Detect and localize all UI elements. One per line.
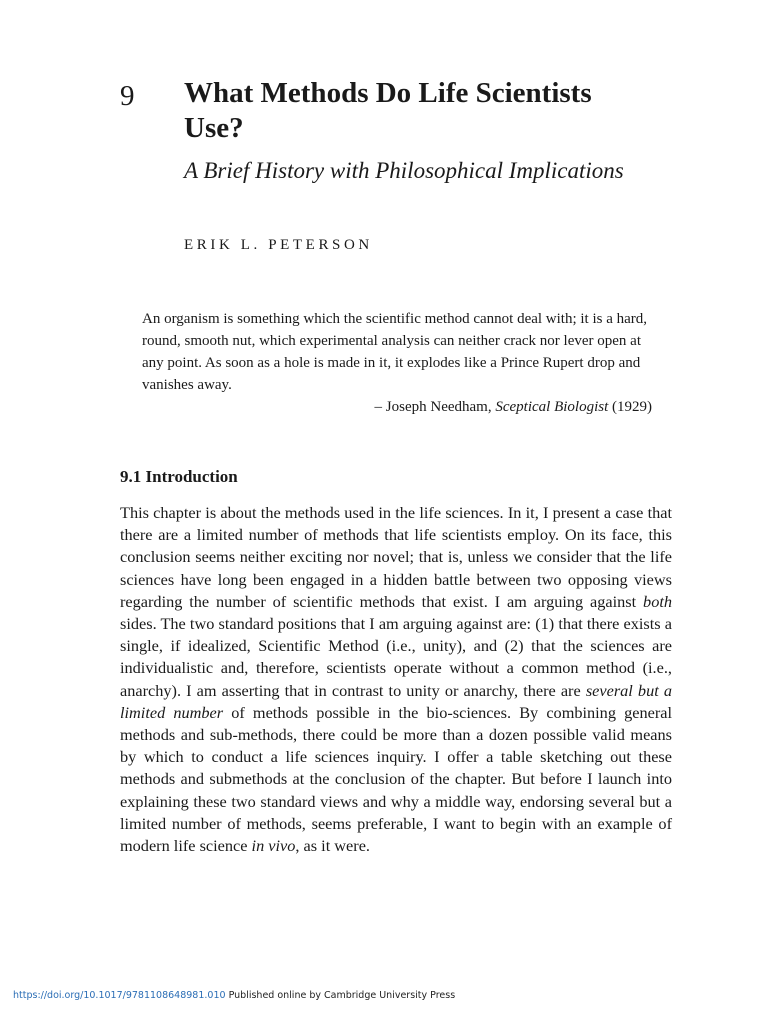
epigraph-attribution-prefix: – Joseph Needham,: [374, 399, 496, 415]
section-heading: 9.1 Introduction: [120, 467, 238, 486]
body-paragraph: [120, 502, 672, 857]
paragraph-text-3: of methods possible in the bio-sciences. By combining general methods and sub-methods, there could be more than a dozen possible valid means by which to conduct a life sciences inquiry. I offer a table sketching out these methods and submethods at the conclusion of the chapter. But before I launch into explaining these two standard views and why a middle way, endorsing several but a limited number of methods, seems preferable, I want to begin with an example of modern life science: [120, 702, 673, 856]
chapter-subtitle: A Brief History with Philosophical Implications: [184, 158, 624, 183]
epigraph-quote: An organism is something which the scientific method cannot deal with; it is a hard, round, smooth nut, which experimental analysis can neither crack nor lever open at any point. As soon as a hole is made in it, it explodes like a Prince Rupert drop and vanishes away.: [142, 311, 648, 393]
publisher-note: Published online by Cambridge University Press: [225, 990, 456, 1001]
epigraph-attribution: [142, 396, 652, 418]
paragraph-text-4: , as it were.: [295, 836, 370, 856]
chapter-number: 9: [120, 80, 135, 112]
chapter-author: ERIK L. PETERSON: [184, 237, 373, 253]
chapter-title: What Methods Do Life Scientists Use?: [184, 77, 592, 144]
paragraph-text-2: sides. The two standard positions that I am arguing against are: (1) that there exists a single, if idealized, Scientific Method (i.e., unity), and (2) that the sciences are individualistic and, therefore, scientists operate without a common method (i.e., anarchy). I am asserting that in contrast to unity or anarchy, there are: [120, 614, 672, 700]
paragraph-emphasis-1: both: [643, 591, 672, 611]
paragraph-emphasis-2: several but a limited number: [120, 680, 672, 722]
paragraph-text-1: This chapter is about the methods used in the life sciences. In it, I present a case that there are a limited number of methods that life scientists employ. On its face, this conclusion seems neither exciting nor novel; that is, unless we consider that the life sciences have long been engaged in a hidden battle between two opposing views regarding the number of scientific methods that exist. I am arguing against: [120, 503, 672, 611]
doi-link[interactable]: https://doi.org/10.1017/9781108648981.010: [13, 990, 226, 1001]
page-footer: [13, 990, 455, 1001]
epigraph-work-title: Sceptical Biologist: [495, 399, 609, 415]
paragraph-emphasis-3: in vivo: [251, 836, 296, 856]
epigraph-year: (1929): [608, 399, 652, 415]
